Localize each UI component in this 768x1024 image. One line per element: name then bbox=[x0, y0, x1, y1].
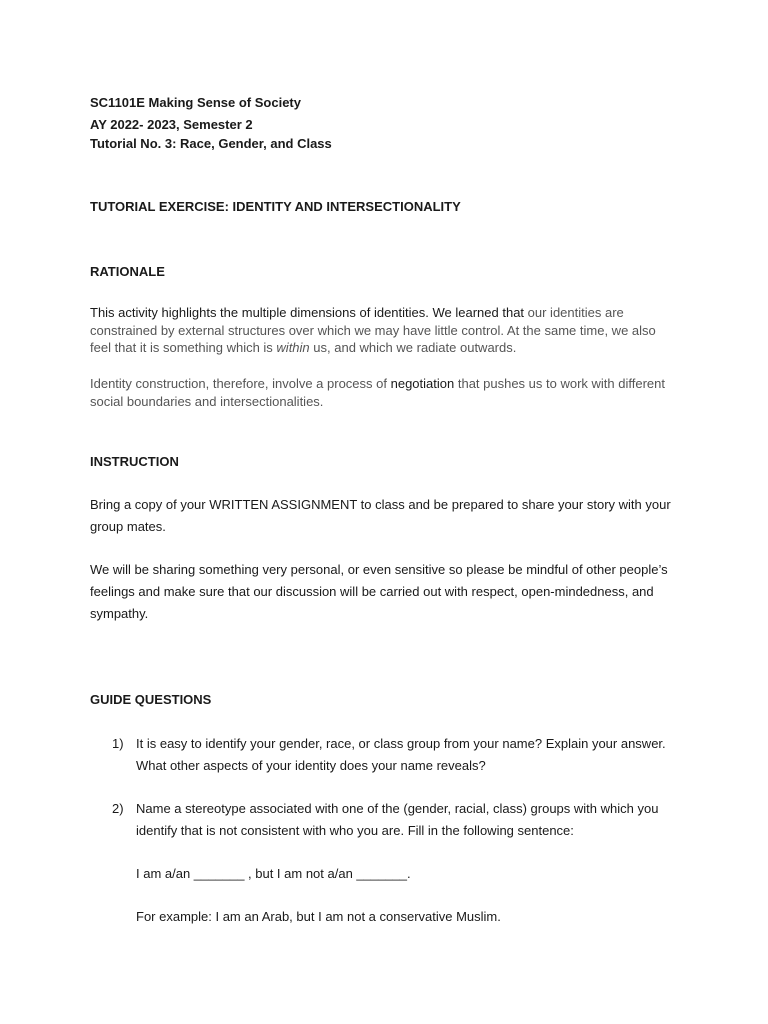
rationale-heading: RATIONALE bbox=[90, 264, 165, 279]
question-2-number: 2) bbox=[112, 801, 124, 816]
rationale-p2-dark: negotiation bbox=[390, 376, 455, 391]
fill-in-sentence-template: I am a/an _______ , but I am not a/an _______. bbox=[136, 866, 411, 881]
question-1-text: It is easy to identify your gender, race, or class group from your name? Explain your answer. What other aspects of your identity does your name reveals? bbox=[136, 736, 666, 773]
rationale-p2-b: that pushes us to work with different social boundaries and intersectionalities. bbox=[90, 376, 665, 409]
instruction-heading: INSTRUCTION bbox=[90, 454, 179, 469]
rationale-paragraph-1 bbox=[90, 304, 680, 357]
academic-term: AY 2022- 2023, Semester 2 bbox=[90, 117, 253, 132]
tutorial-title: Tutorial No. 3: Race, Gender, and Class bbox=[90, 136, 332, 151]
rationale-p2-a: Identity construction, therefore, involve a process of bbox=[90, 376, 391, 391]
instruction-paragraph-1: Bring a copy of your WRITTEN ASSIGNMENT to class and be prepared to share your story with your group mates. bbox=[90, 497, 671, 534]
rationale-p1-dark: This activity highlights the multiple dimensions of identities. We learned that bbox=[90, 305, 525, 320]
rationale-p1-gray-b: us, and which we radiate outwards. bbox=[309, 340, 517, 355]
question-1-number: 1) bbox=[112, 736, 124, 751]
question-2-text: Name a stereotype associated with one of the (gender, racial, class) groups with which you identify that is not consistent with who you are. Fill in the following sentence: bbox=[136, 801, 659, 838]
rationale-p1-italic: within bbox=[276, 340, 310, 355]
rationale-p1-gray-a: our identities are constrained by external structures over which we may have little control. At the same time, we also feel that it is something which is bbox=[90, 305, 656, 355]
rationale-paragraph-2 bbox=[90, 375, 680, 410]
instruction-paragraph-2: We will be sharing something very personal, or even sensitive so please be mindful of other people’s feelings and make sure that our discussion will be carried out with respect, open-mindedness, and sympathy. bbox=[90, 562, 668, 621]
guide-questions-heading: GUIDE QUESTIONS bbox=[90, 692, 212, 707]
example-sentence: For example: I am an Arab, but I am not a conservative Muslim. bbox=[136, 909, 501, 924]
course-title: SC1101E Making Sense of Society bbox=[90, 95, 301, 110]
exercise-title: TUTORIAL EXERCISE: IDENTITY AND INTERSECTIONALITY bbox=[90, 199, 461, 214]
